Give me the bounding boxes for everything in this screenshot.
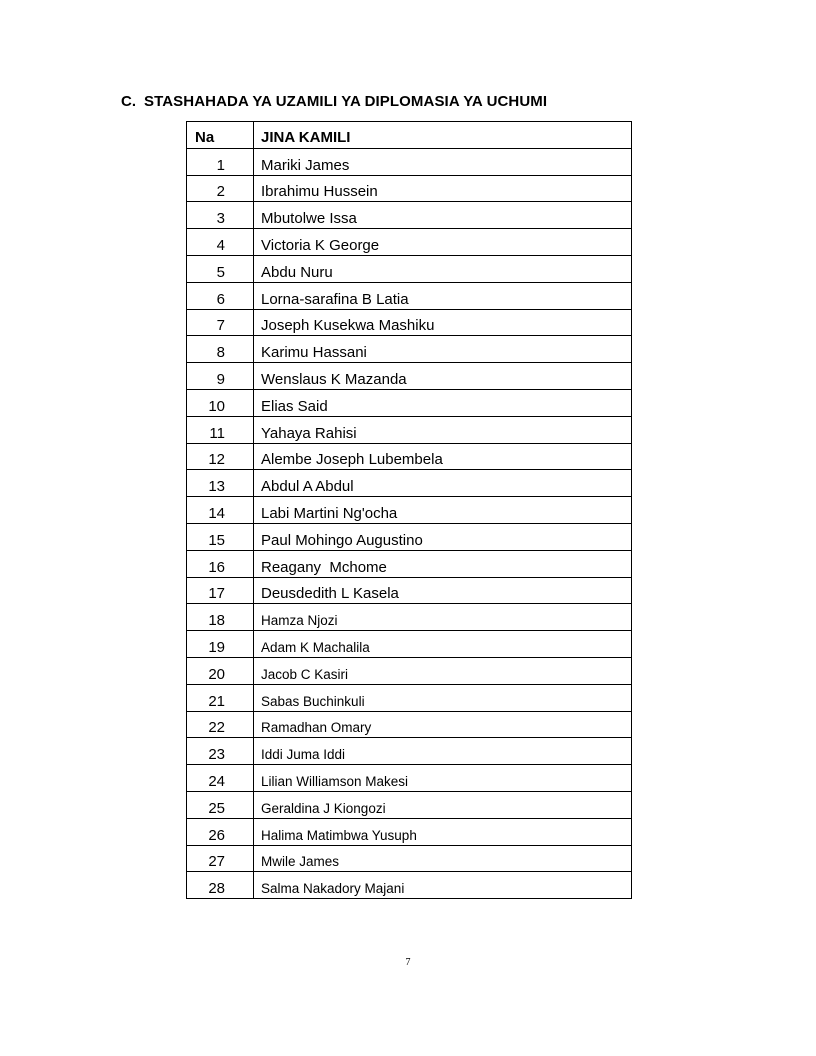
row-full-name: Joseph Kusekwa Mashiku [254,309,632,336]
table-row [187,229,632,256]
table-row [187,255,632,282]
table-row [187,389,632,416]
row-full-name: Adam K Machalila [254,631,632,658]
row-number: 22 [187,711,254,738]
section-letter: C. [121,93,137,110]
row-number: 23 [187,738,254,765]
row-number: 9 [187,363,254,390]
table-row [187,684,632,711]
row-full-name: Wenslaus K Mazanda [254,363,632,390]
table-row [187,282,632,309]
row-full-name: Abdu Nuru [254,255,632,282]
row-full-name: Elias Said [254,389,632,416]
table-row [187,845,632,872]
table-row [187,711,632,738]
row-number: 5 [187,255,254,282]
table-row [187,631,632,658]
row-number: 13 [187,470,254,497]
row-full-name: Hamza Njozi [254,604,632,631]
names-table [186,121,632,899]
row-number: 21 [187,684,254,711]
row-number: 14 [187,497,254,524]
table-body [187,148,632,898]
row-number: 18 [187,604,254,631]
table-row [187,791,632,818]
row-number: 25 [187,791,254,818]
row-full-name: Mbutolwe Issa [254,202,632,229]
table-row [187,657,632,684]
row-number: 17 [187,577,254,604]
row-number: 10 [187,389,254,416]
row-number: 20 [187,657,254,684]
row-full-name: Mwile James [254,845,632,872]
row-number: 4 [187,229,254,256]
row-number: 1 [187,148,254,175]
table-row [187,416,632,443]
row-full-name: Halima Matimbwa Yusuph [254,818,632,845]
row-full-name: Ibrahimu Hussein [254,175,632,202]
column-header-number: Na [187,122,254,149]
page-number: 7 [405,957,411,968]
table-row [187,550,632,577]
table-row [187,309,632,336]
table-header [187,122,632,149]
row-full-name: Salma Nakadory Majani [254,872,632,899]
section-title: STASHAHADA YA UZAMILI YA DIPLOMASIA YA UCHUMI [144,93,548,110]
section-heading [121,93,547,110]
table-row [187,443,632,470]
row-number: 3 [187,202,254,229]
row-full-name: Geraldina J Kiongozi [254,791,632,818]
row-full-name: Victoria K George [254,229,632,256]
table-row [187,175,632,202]
row-full-name: Lorna-sarafina B Latia [254,282,632,309]
table-row [187,336,632,363]
row-full-name: Sabas Buchinkuli [254,684,632,711]
table-header-row [187,122,632,149]
row-number: 7 [187,309,254,336]
row-full-name: Ramadhan Omary [254,711,632,738]
row-full-name: Mariki James [254,148,632,175]
row-number: 8 [187,336,254,363]
table-row [187,604,632,631]
row-full-name: Abdul A Abdul [254,470,632,497]
row-full-name: Lilian Williamson Makesi [254,765,632,792]
row-full-name: Labi Martini Ng'ocha [254,497,632,524]
table-row [187,872,632,899]
row-full-name: Paul Mohingo Augustino [254,523,632,550]
table-row [187,818,632,845]
row-number: 6 [187,282,254,309]
table-row [187,148,632,175]
row-full-name: Jacob C Kasiri [254,657,632,684]
table-row [187,765,632,792]
row-number: 16 [187,550,254,577]
table-row [187,470,632,497]
row-full-name: Yahaya Rahisi [254,416,632,443]
row-number: 2 [187,175,254,202]
column-header-name: JINA KAMILI [254,122,632,149]
row-number: 28 [187,872,254,899]
row-full-name: Karimu Hassani [254,336,632,363]
row-number: 12 [187,443,254,470]
row-full-name: Iddi Juma Iddi [254,738,632,765]
table-row [187,738,632,765]
row-full-name: Alembe Joseph Lubembela [254,443,632,470]
row-number: 27 [187,845,254,872]
row-number: 26 [187,818,254,845]
row-number: 24 [187,765,254,792]
table-row [187,523,632,550]
table-row [187,577,632,604]
table-row [187,202,632,229]
row-full-name: Deusdedith L Kasela [254,577,632,604]
row-number: 19 [187,631,254,658]
row-number: 11 [187,416,254,443]
table-row [187,497,632,524]
row-full-name: Reagany Mchome [254,550,632,577]
row-number: 15 [187,523,254,550]
table-row [187,363,632,390]
